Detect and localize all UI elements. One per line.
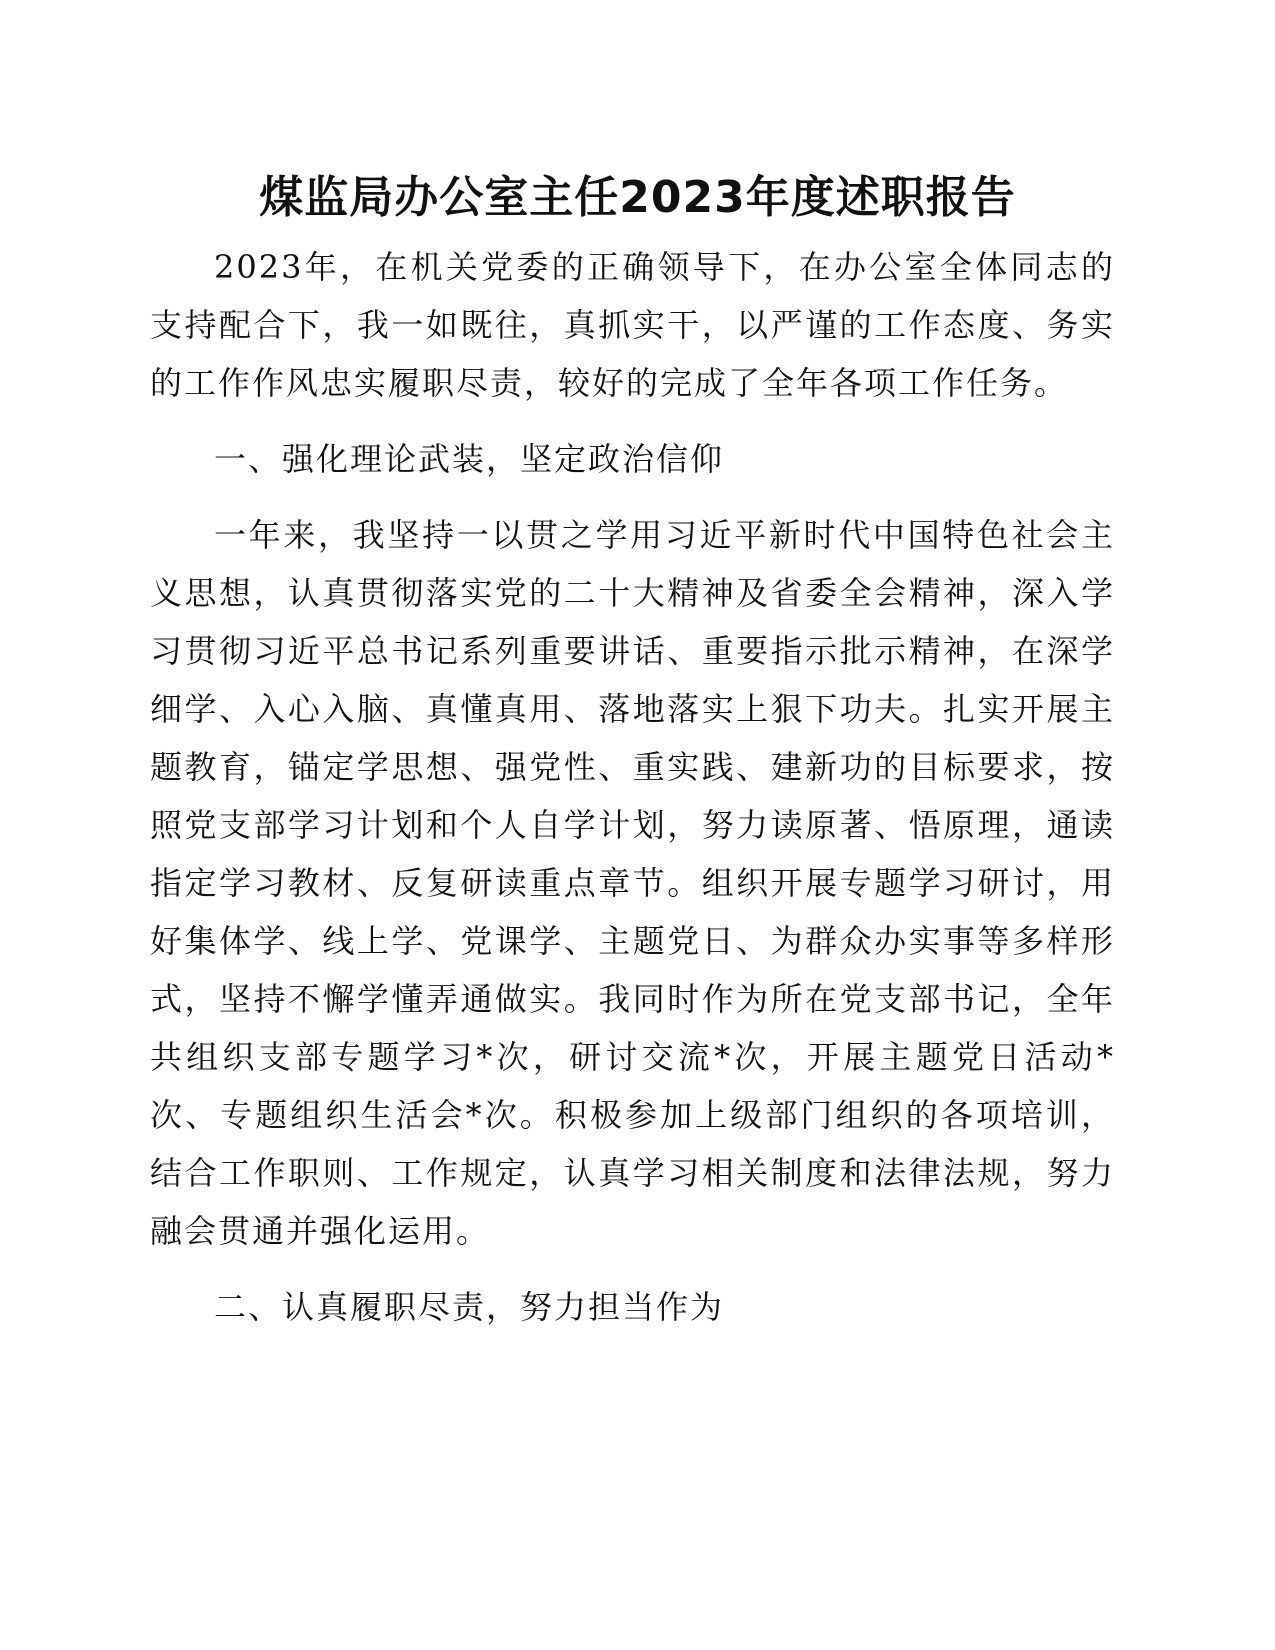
section-2-heading: 二、认真履职尽责，努力担当作为 [214,1288,725,1326]
section-1-heading: 一、强化理论武装，坚定政治信仰 [214,440,725,478]
document-body [150,238,1115,1354]
document-title: 煤监局办公室主任2023年度述职报告 [259,172,1016,223]
section-1-paragraph: 一年来，我坚持一以贯之学用习近平新时代中国特色社会主义思想，认真贯彻落实党的二十大精神及省委全会精神，深入学习贯彻习近平总书记系列重要讲话、重要指示批示精神，在深学细学、入心入脑、真懂真用、落地落实上狠下功夫。扎实开展主题教育，锚定学思想、强党性、重实践、建新功的目标要求，按照党支部学习计划和个人自学计划，努力读原著、悟原理，通读指定学习教材、反复研读重点章节。组织开展专题学习研讨，用好集体学、线上学、党课学、主题党日、为群众办实事等多样形式，坚持不懈学懂弄通做实。我同时作为所在党支部书记，全年共组织支部专题学习*次，研讨交流*次，开展主题党日活动*次、专题组织生活会*次。积极参加上级部门组织的各项培训，结合工作职则、工作规定，认真学习相关制度和法律法规，努力融会贯通并强化运用。 [150,516,1115,1250]
intro-paragraph: 2023年，在机关党委的正确领导下，在办公室全体同志的支持配合下，我一如既往，真抓实干，以严谨的工作态度、务实的工作作风忠实履职尽责，较好的完成了全年各项工作任务。 [150,248,1115,402]
